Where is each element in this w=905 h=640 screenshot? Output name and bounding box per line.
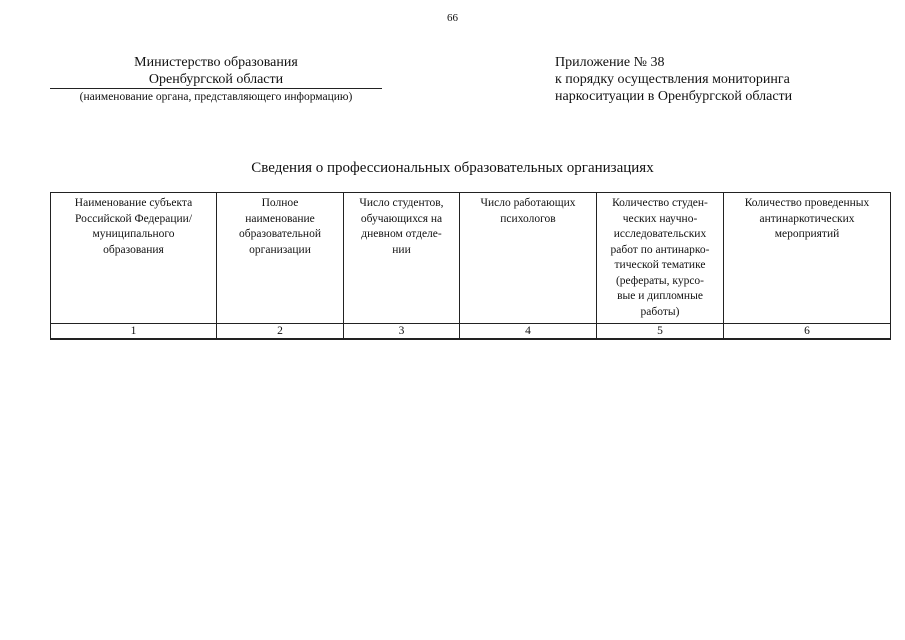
header-line: ческих научно- xyxy=(622,212,698,225)
header-line: муниципального xyxy=(92,228,175,240)
appendix-reference-line2: наркоситуации в Оренбургской области xyxy=(555,89,793,104)
header-line: организации xyxy=(249,243,311,256)
header-full-name xyxy=(217,193,344,324)
header-line: образовательной xyxy=(239,228,321,240)
header-line: дневном отделе- xyxy=(361,228,442,240)
organization-block xyxy=(50,54,382,105)
header-line: Количество проведенных xyxy=(744,197,870,209)
header-events-count xyxy=(724,193,891,324)
header-line: антинаркотических xyxy=(759,212,855,225)
header-line: Число студентов, xyxy=(359,197,444,209)
header-research-works-count xyxy=(597,193,724,324)
header-psychologists-count xyxy=(460,193,597,324)
page-number: 66 xyxy=(447,12,458,24)
header-line: работ по антинарко- xyxy=(610,243,710,256)
header-line: вые и дипломные xyxy=(617,290,703,302)
header-line: психологов xyxy=(500,212,556,225)
header-line: Полное xyxy=(261,197,299,209)
header-line: Российской Федерации/ xyxy=(74,212,193,225)
organization-name-line2: Оренбургской области xyxy=(50,71,382,89)
appendix-number: Приложение № 38 xyxy=(555,55,665,70)
column-number-cell: 4 xyxy=(460,324,597,340)
header-line: обучающихся на xyxy=(360,212,443,225)
column-number-cell: 1 xyxy=(51,324,217,340)
appendix-reference-line1: к порядку осуществления мониторинга xyxy=(555,72,790,87)
organization-caption: (наименование органа, представляющего информацию) xyxy=(79,91,353,103)
column-number-cell: 2 xyxy=(217,324,344,340)
document-title: Сведения о профессиональных образовательных организациях xyxy=(251,160,654,176)
header-line: Число работающих xyxy=(480,197,576,209)
header-line: нии xyxy=(392,243,411,256)
header-line: тической тематике xyxy=(614,259,706,271)
header-line: наименование xyxy=(245,212,315,225)
header-subject xyxy=(51,193,217,324)
info-table xyxy=(50,192,891,340)
column-number-cell: 6 xyxy=(724,324,891,340)
column-number-cell: 3 xyxy=(344,324,460,340)
column-number-cell: 5 xyxy=(597,324,724,340)
column-number-row xyxy=(51,324,891,340)
header-line: Наименование субъекта xyxy=(74,197,193,209)
header-line: исследовательских xyxy=(613,228,707,240)
header-line: образования xyxy=(103,243,164,256)
header-line: мероприятий xyxy=(774,228,840,240)
header-students-count xyxy=(344,193,460,324)
header-line: работы) xyxy=(640,305,680,318)
header-line: (рефераты, курсо- xyxy=(615,274,705,287)
header-line: Количество студен- xyxy=(612,197,708,209)
organization-name-line1: Министерство образования xyxy=(134,55,298,70)
table-header-row xyxy=(51,193,891,324)
appendix-block xyxy=(555,54,895,105)
